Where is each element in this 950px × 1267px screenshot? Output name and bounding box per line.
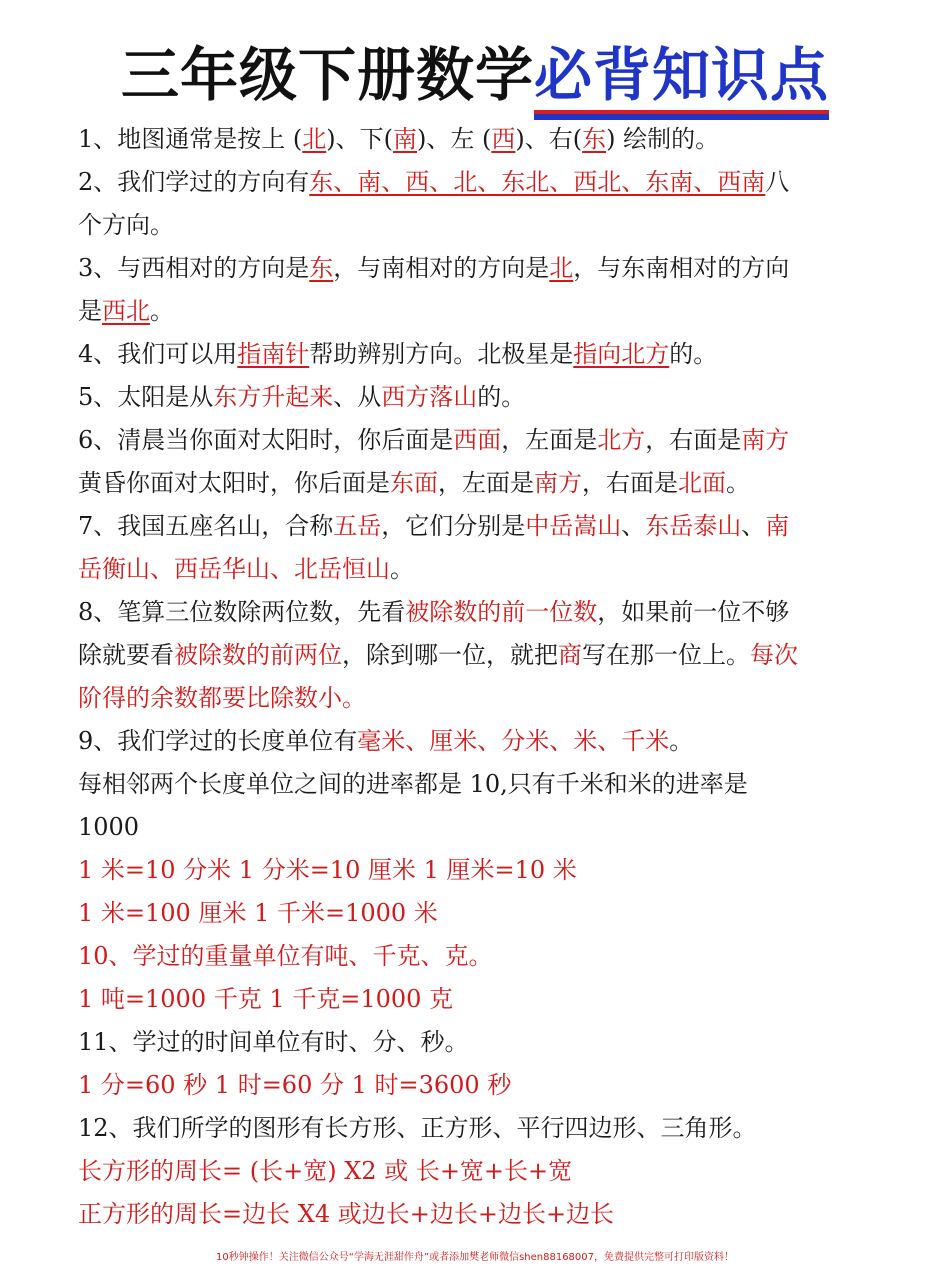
body-text: 、	[621, 512, 646, 540]
body-text: 。	[150, 297, 174, 325]
highlight-text: 1 米=10 分米 1 分米=10 厘米 1 厘米=10 米	[78, 856, 577, 884]
body-text: 1、地图通常是按上 (	[78, 125, 303, 153]
body-text: ，与东南相对的方向	[573, 254, 790, 282]
highlight-text: 指向北方	[573, 340, 670, 368]
highlight-text: 中岳嵩山	[525, 512, 622, 540]
body-text: 的。	[669, 340, 718, 368]
body-text: 是	[78, 297, 102, 325]
body-text: 4、我们可以用	[78, 340, 238, 368]
highlight-text: 指南针	[237, 340, 310, 368]
body-text: ，左面是	[501, 426, 598, 454]
highlight-text: 南方	[741, 426, 790, 454]
highlight-text: 毫米、厘米、分米、米、千米	[357, 727, 670, 755]
highlight-text: 1 吨=1000 千克 1 千克=1000 克	[78, 985, 454, 1013]
body-text: 写在那一位上。	[582, 641, 750, 669]
footer-note: 10秒钟操作！关注微信公众号“学海无涯甜作舟”或者添加樊老师微信shen88168007，免费提供完整可打印版资料！	[215, 1252, 735, 1263]
text-line-11	[78, 548, 858, 591]
text-line-22	[78, 1021, 858, 1064]
text-line-13	[78, 634, 858, 677]
text-line-4	[78, 247, 858, 290]
body-text: 帮助辨别方向。北极星是	[309, 340, 574, 368]
body-text: 12、我们所学的图形有长方形、正方形、平行四边形、三角形。	[78, 1114, 757, 1142]
body-text: 11、学过的时间单位有时、分、秒。	[78, 1028, 469, 1056]
text-line-18	[78, 849, 858, 892]
highlight-text: 东面	[390, 469, 438, 497]
body-text: ，它们分别是	[381, 512, 526, 540]
text-line-19	[78, 892, 858, 935]
highlight-text: 南	[765, 512, 790, 540]
text-line-2	[78, 161, 858, 204]
title-main: 三年级下册数学	[120, 41, 534, 109]
highlight-text: 每次	[750, 641, 798, 669]
highlight-text: 北面	[678, 469, 726, 497]
body-text: ) 绘制的。	[606, 125, 720, 153]
text-line-6	[78, 333, 858, 376]
page-title	[0, 40, 950, 114]
title-highlight: 必背知识点	[534, 40, 829, 114]
body-text: 6、清晨当你面对太阳时，你后面是	[78, 426, 454, 454]
knowledge-list	[78, 118, 858, 1236]
text-line-21	[78, 978, 858, 1021]
text-line-15	[78, 720, 858, 763]
text-line-23	[78, 1064, 858, 1107]
text-line-17	[78, 806, 858, 849]
text-line-12	[78, 591, 858, 634]
body-text: 。	[726, 469, 750, 497]
body-text: 、	[741, 512, 766, 540]
body-text: 黄昏你面对太阳时，你后面是	[78, 469, 390, 497]
highlight-text: 东方升起来	[213, 383, 334, 411]
highlight-text: 西方落山	[381, 383, 478, 411]
text-line-3	[78, 204, 858, 247]
body-text: )、右(	[515, 125, 583, 153]
text-line-26	[78, 1193, 858, 1236]
highlight-text: 北	[549, 254, 574, 282]
body-text: 2、我们学过的方向有	[78, 168, 310, 196]
text-line-9	[78, 462, 858, 505]
body-text: 。	[390, 555, 414, 583]
body-text: 的。	[477, 383, 526, 411]
highlight-text: 西北	[102, 297, 150, 325]
body-text: 每相邻两个长度单位之间的进率都是 10,只有千米和米的进率是	[78, 770, 748, 798]
highlight-text: 岳衡山、西岳华山、北岳恒山	[78, 555, 390, 583]
text-line-1	[78, 118, 858, 161]
highlight-text: 东、南、西、北、东北、西北、东南、西南	[309, 168, 766, 196]
highlight-text: 南	[393, 125, 417, 153]
body-text: 、从	[333, 383, 382, 411]
body-text: 9、我们学过的长度单位有	[78, 727, 358, 755]
text-line-16	[78, 763, 858, 806]
body-text: 5、太阳是从	[78, 383, 214, 411]
text-line-25	[78, 1150, 858, 1193]
body-text: 3、与西相对的方向是	[78, 254, 310, 282]
highlight-text: 北方	[597, 426, 646, 454]
highlight-text: 正方形的周长=边长 X4 或边长+边长+边长+边长	[78, 1200, 615, 1228]
text-line-5	[78, 290, 858, 333]
body-text: ，左面是	[438, 469, 534, 497]
body-text: )、左 (	[417, 125, 492, 153]
highlight-text: 北	[302, 125, 327, 153]
highlight-text: 商	[558, 641, 582, 669]
body-text: 7、我国五座名山，合称	[78, 512, 334, 540]
body-text: )、下(	[326, 125, 393, 153]
highlight-text: 五岳	[333, 512, 382, 540]
highlight-text: 东	[309, 254, 334, 282]
highlight-text: 长方形的周长= (长+宽) X2 或 长+宽+长+宽	[78, 1157, 573, 1185]
text-line-24	[78, 1107, 858, 1150]
highlight-text: 东岳泰山	[645, 512, 742, 540]
text-line-10	[78, 505, 858, 548]
highlight-text: 南方	[534, 469, 582, 497]
body-text: 除就要看	[78, 641, 174, 669]
body-text: ，除到哪一位，就把	[342, 641, 558, 669]
text-line-20	[78, 935, 858, 978]
body-text: ，如果前一位不够	[597, 598, 790, 626]
highlight-text: 被除数的前一位数	[405, 598, 598, 626]
text-line-7	[78, 376, 858, 419]
body-text: 8、笔算三位数除两位数，先看	[78, 598, 406, 626]
highlight-text: 10、学过的重量单位有吨、千克、克。	[78, 942, 493, 970]
body-text: ，与南相对的方向是	[333, 254, 550, 282]
highlight-text: 西面	[453, 426, 502, 454]
body-text: 1000	[78, 813, 140, 841]
text-line-8	[78, 419, 858, 462]
body-text: 八	[765, 168, 790, 196]
highlight-text: 阶得的余数都要比除数小。	[78, 684, 366, 712]
body-text: ，右面是	[582, 469, 678, 497]
body-text: 个方向。	[78, 211, 174, 239]
body-text: ，右面是	[645, 426, 742, 454]
highlight-text: 1 米=100 厘米 1 千米=1000 米	[78, 899, 438, 927]
text-line-14	[78, 677, 858, 720]
highlight-text: 东	[582, 125, 607, 153]
highlight-text: 被除数的前两位	[174, 641, 342, 669]
highlight-text: 西	[491, 125, 516, 153]
highlight-text: 1 分=60 秒 1 时=60 分 1 时=3600 秒	[78, 1071, 512, 1099]
body-text: 。	[669, 727, 694, 755]
